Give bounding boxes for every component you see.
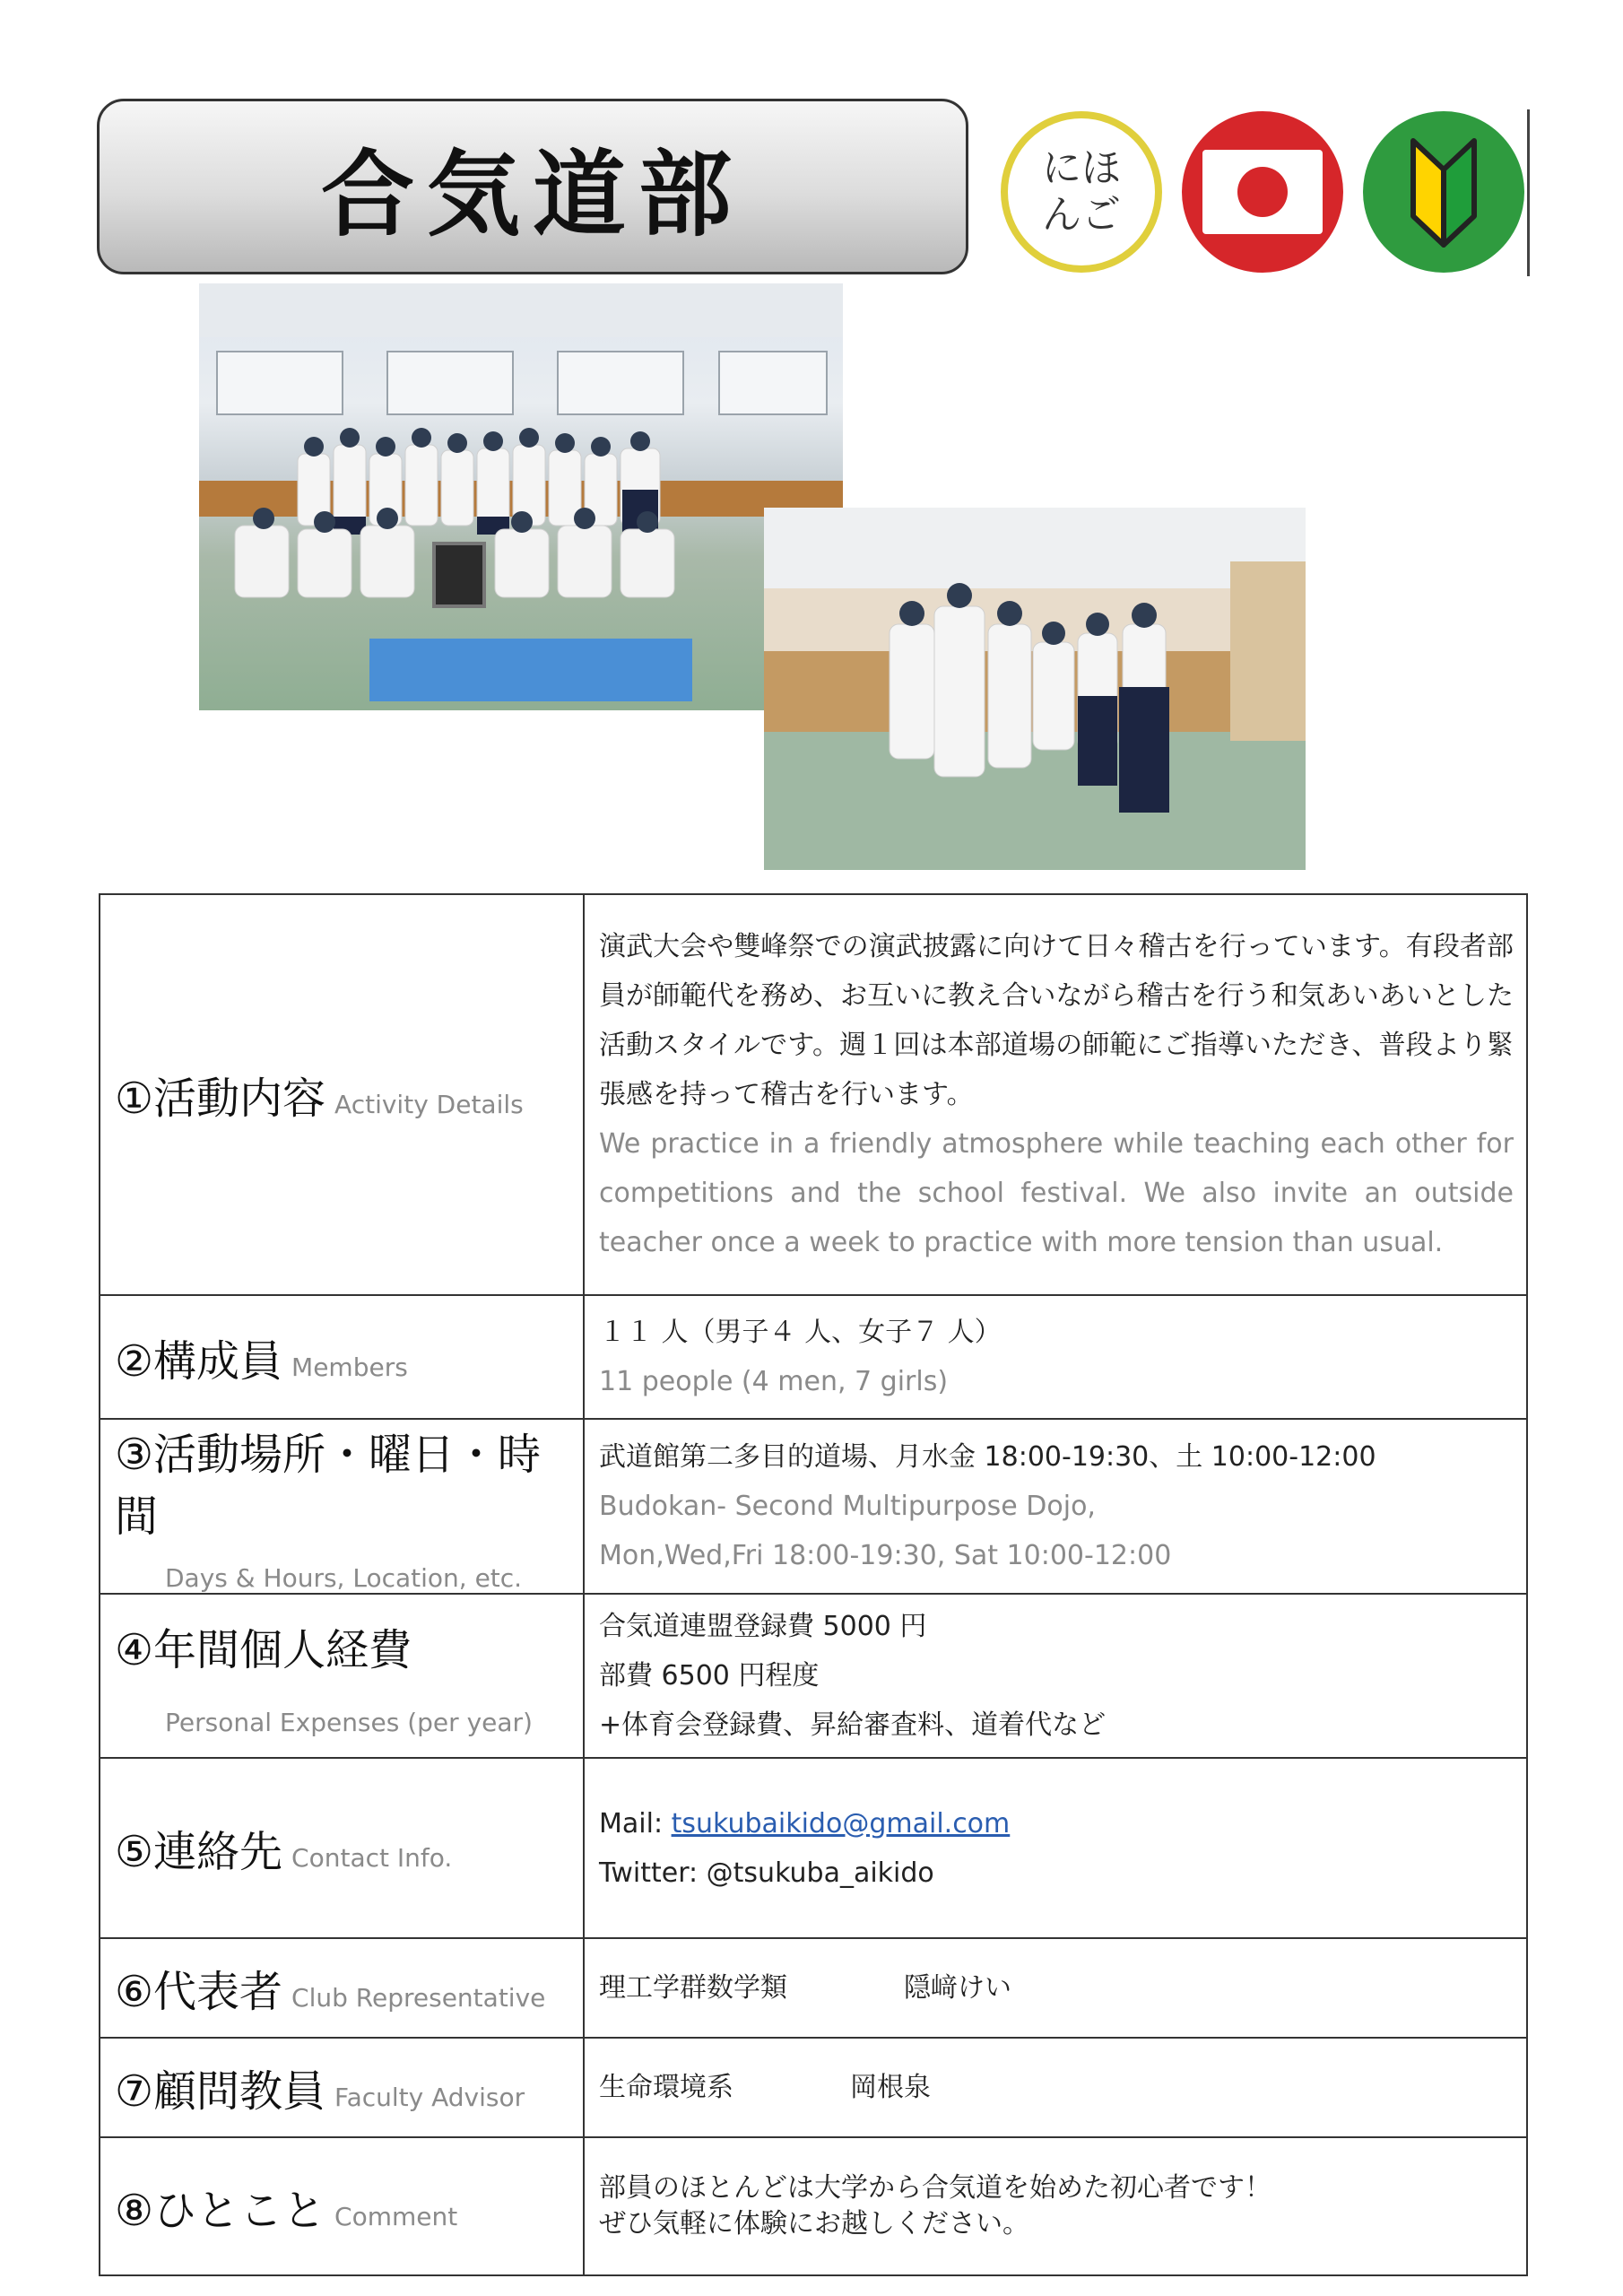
nihongo-badge-text: にほんご bbox=[1042, 145, 1121, 238]
label-en: Members bbox=[291, 1352, 408, 1382]
members-jp-text: １１ 人（男子４ 人、女子７ 人） bbox=[599, 1317, 1002, 1348]
flag-sun bbox=[1237, 167, 1288, 217]
label-en: Comment bbox=[334, 2201, 458, 2231]
activity-en-text: We practice in a friendly atmosphere while teaching each other for competitions and the school festival. We also invite an outside teacher once a week to practice with more tension than usual. bbox=[599, 1128, 1514, 1258]
label-members bbox=[100, 1295, 584, 1419]
table-row-representative bbox=[100, 1938, 1527, 2038]
label-representative bbox=[100, 1938, 584, 2038]
table-row-contact bbox=[100, 1758, 1527, 1938]
info-table bbox=[99, 893, 1528, 2276]
representative-name: 隠﨑けい bbox=[904, 1972, 1011, 2004]
content-representative bbox=[584, 1938, 1527, 2038]
mail-label: Mail: bbox=[599, 1807, 672, 1839]
label-en: Days & Hours, Location, etc. bbox=[165, 1563, 523, 1593]
table-row-advisor bbox=[100, 2038, 1527, 2137]
advisor-affiliation: 生命環境系 bbox=[599, 2072, 733, 2103]
beginner-mark-icon bbox=[1363, 111, 1524, 273]
label-comment bbox=[100, 2137, 584, 2275]
label-en: Personal Expenses (per year) bbox=[165, 1707, 533, 1737]
label-jp: ③活動場所・曜日・時間 bbox=[115, 1430, 542, 1542]
dojo-photo bbox=[764, 508, 1306, 870]
expense-federation-fee: 合気道連盟登録費 5000 円 bbox=[599, 1611, 927, 1642]
label-contact bbox=[100, 1758, 584, 1938]
expense-other-fees: +体育会登録費、昇給審査料、道着代など bbox=[599, 1709, 1107, 1741]
representative-affiliation: 理工学群数学類 bbox=[599, 1972, 787, 2004]
label-jp: ①活動内容 bbox=[115, 1074, 326, 1124]
nihongo-badge bbox=[1001, 111, 1162, 273]
label-expenses bbox=[100, 1594, 584, 1758]
flag-field bbox=[1202, 150, 1323, 234]
label-jp: ④年間個人経費 bbox=[115, 1624, 412, 1675]
members-en-text: 11 people (4 men, 7 girls) bbox=[599, 1366, 949, 1397]
content-advisor bbox=[584, 2038, 1527, 2137]
label-schedule bbox=[100, 1419, 584, 1594]
table-row-expenses bbox=[100, 1594, 1527, 1758]
page-title: 合気道部 bbox=[320, 139, 744, 249]
expense-club-fee: 部費 6500 円程度 bbox=[599, 1660, 820, 1692]
edge-line bbox=[1527, 109, 1530, 276]
label-activity bbox=[100, 894, 584, 1295]
activity-jp-text: 演武大会や雙峰祭での演武披露に向けて日々稽古を行っています。有段者部員が師範代を務め、お互いに教え合いながら稽古を行う和気あいあいとした活動スタイルです。週１回は本部道場の師範にご指導いただき、普段より緊張感を持って稽古を行います。 bbox=[599, 931, 1514, 1110]
contact-mail-line bbox=[599, 1799, 1514, 1848]
comment-line-1: 部員のほとんどは大学から合気道を始めた初心者です！ bbox=[599, 2172, 1271, 2204]
label-en: Contact Info. bbox=[291, 1843, 453, 1873]
label-jp: ②構成員 bbox=[115, 1335, 283, 1387]
table-row-members bbox=[100, 1295, 1527, 1419]
schedule-jp-text: 武道館第二多目的道場、月水金 18:00-19:30、土 10:00-12:00 bbox=[599, 1441, 1376, 1473]
schedule-en-times: Mon,Wed,Fri 18:00-19:30, Sat 10:00-12:00 bbox=[599, 1540, 1172, 1571]
advisor-name: 岡根泉 bbox=[850, 2072, 931, 2103]
content-expenses bbox=[584, 1594, 1527, 1758]
comment-line-2: ぜひ気軽に体験にお越しください。 bbox=[599, 2208, 1029, 2239]
group-photo bbox=[199, 283, 843, 710]
label-jp: ⑤連絡先 bbox=[115, 1827, 283, 1877]
schedule-en-place: Budokan- Second Multipurpose Dojo, bbox=[599, 1491, 1096, 1522]
wakaba-mark-icon bbox=[1390, 134, 1497, 250]
content-activity bbox=[584, 894, 1527, 1295]
japan-flag-icon bbox=[1182, 111, 1343, 273]
table-row-comment bbox=[100, 2137, 1527, 2275]
email-link[interactable]: tsukubaikido@gmail.com bbox=[671, 1807, 1011, 1839]
label-en: Faculty Advisor bbox=[334, 2083, 525, 2112]
table-row-schedule bbox=[100, 1419, 1527, 1594]
label-jp: ⑥代表者 bbox=[115, 1967, 283, 2017]
table-row-activity bbox=[100, 894, 1527, 1295]
content-members bbox=[584, 1295, 1527, 1419]
label-advisor bbox=[100, 2038, 584, 2137]
label-en: Activity Details bbox=[334, 1090, 524, 1119]
label-jp: ⑦顧問教員 bbox=[115, 2066, 326, 2117]
content-contact bbox=[584, 1758, 1527, 1938]
twitter-handle: Twitter: @tsukuba_aikido bbox=[599, 1857, 934, 1889]
label-jp: ⑧ひとこと bbox=[115, 2185, 326, 2236]
content-schedule bbox=[584, 1419, 1527, 1594]
label-en: Club Representative bbox=[291, 1983, 546, 2013]
title-box bbox=[97, 99, 968, 274]
content-comment bbox=[584, 2137, 1527, 2275]
